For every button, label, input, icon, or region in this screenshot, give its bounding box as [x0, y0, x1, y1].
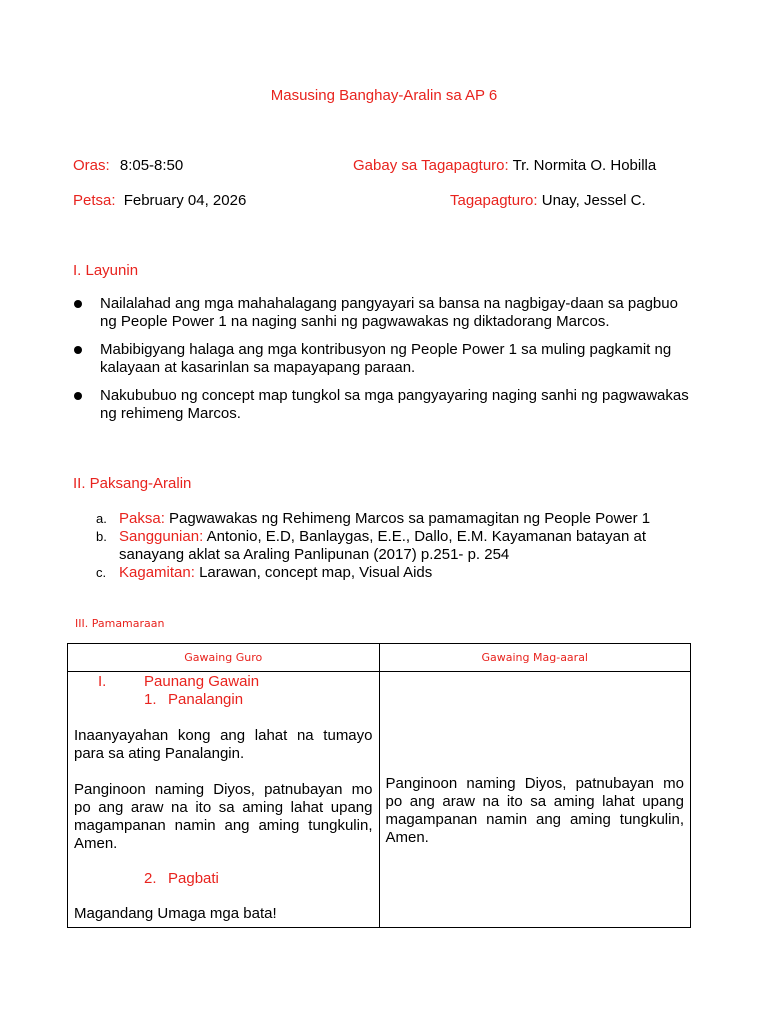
paksang-aralin-item [96, 528, 696, 564]
bullet-icon [74, 300, 82, 308]
column-header-guro: Gawaing Guro [68, 644, 380, 672]
mag-aaral-cell [379, 672, 691, 928]
list-marker: b. [96, 529, 107, 544]
step-marker: 1. [144, 691, 157, 708]
paksang-aralin-list [96, 510, 696, 582]
item-text: Antonio, E.D, Banlaygas, E.E., Dallo, E.M. Kayamanan batayan at sanayang aklat sa Araling Panlipunan (2017) p.251- p. 254 [119, 528, 647, 563]
layunin-item: Mabibigyang halaga ang mga kontribusyon ng People Power 1 sa muling pagkamit ng kalayaan at kasarinlan sa mapayapang paraan. [72, 341, 692, 377]
bullet-icon [74, 346, 82, 354]
item-label: Kagamitan: [119, 564, 195, 581]
step-title: Panalangin [168, 691, 244, 708]
section-heading [74, 673, 373, 691]
guro-cell [68, 672, 380, 928]
layunin-list [72, 295, 692, 433]
guro-prayer: Panginoon naming Diyos, patnubayan mo po ang araw na ito sa aming lahat upang magampanan namin ang aming tungkulin, Amen. [74, 781, 373, 852]
petsa-label: Petsa: [73, 192, 116, 209]
section-numeral: I. [98, 673, 107, 690]
tagapagturo-label: Tagapagturo: [450, 192, 538, 209]
item-text: Larawan, concept map, Visual Aids [199, 564, 433, 581]
section-title: Paunang Gawain [144, 673, 260, 690]
item-text: Pagwawakas ng Rehimeng Marcos sa pamamagitan ng People Power 1 [169, 510, 651, 527]
table-row [68, 672, 691, 928]
paksang-aralin-item [96, 510, 696, 528]
gabay-value: Tr. Normita O. Hobilla [512, 157, 657, 174]
item-label: Paksa: [119, 510, 165, 527]
list-marker: c. [96, 565, 107, 580]
table-header-row [68, 644, 691, 672]
item-label: Sanggunian: [119, 528, 204, 545]
paksang-aralin-item [96, 564, 696, 582]
gabay-label: Gabay sa Tagapagturo: [353, 157, 509, 174]
pamamaraan-table [67, 643, 691, 928]
bullet-icon [74, 392, 82, 400]
tagapagturo-value: Unay, Jessel C. [541, 192, 646, 209]
layunin-heading: I. Layunin [73, 262, 139, 279]
list-marker: a. [96, 511, 107, 526]
oras-value: 8:05-8:50 [119, 157, 184, 174]
step-marker: 2. [144, 870, 157, 887]
oras-label: Oras: [73, 157, 110, 174]
step-pagbati [74, 870, 373, 888]
guro-greeting: Magandang Umaga mga bata! [74, 905, 277, 922]
layunin-item: Nakububuo ng concept map tungkol sa mga pangyayaring naging sanhi ng pagwawakas ng rehimeng Marcos. [72, 387, 692, 423]
step-panalangin [74, 691, 373, 709]
step-title: Pagbati [168, 870, 219, 887]
layunin-item: Nailalahad ang mga mahahalagang pangyayari sa bansa na nagbigay-daan sa pagbuo ng People Power 1 na naging sanhi ng pagwawakas ng diktadorang Marcos. [72, 295, 692, 331]
paksang-aralin-heading: II. Paksang-Aralin [73, 475, 192, 492]
gabay-row [353, 157, 656, 174]
guro-invitation: Inaanyayahan kong ang lahat na tumayo para sa ating Panalangin. [74, 727, 373, 762]
oras-row [73, 157, 183, 174]
petsa-row [73, 192, 246, 209]
column-header-mag-aaral: Gawaing Mag-aaral [379, 644, 691, 672]
document-title: Masusing Banghay-Aralin sa AP 6 [270, 87, 498, 104]
pamamaraan-heading: III. Pamamaraan [75, 617, 165, 630]
mag-aaral-prayer: Panginoon naming Diyos, patnubayan mo po ang araw na ito sa aming lahat upang magampanan namin ang aming tungkulin, Amen. [385, 775, 684, 846]
petsa-value: February 04, 2026 [123, 192, 247, 209]
tagapagturo-row [450, 192, 646, 209]
